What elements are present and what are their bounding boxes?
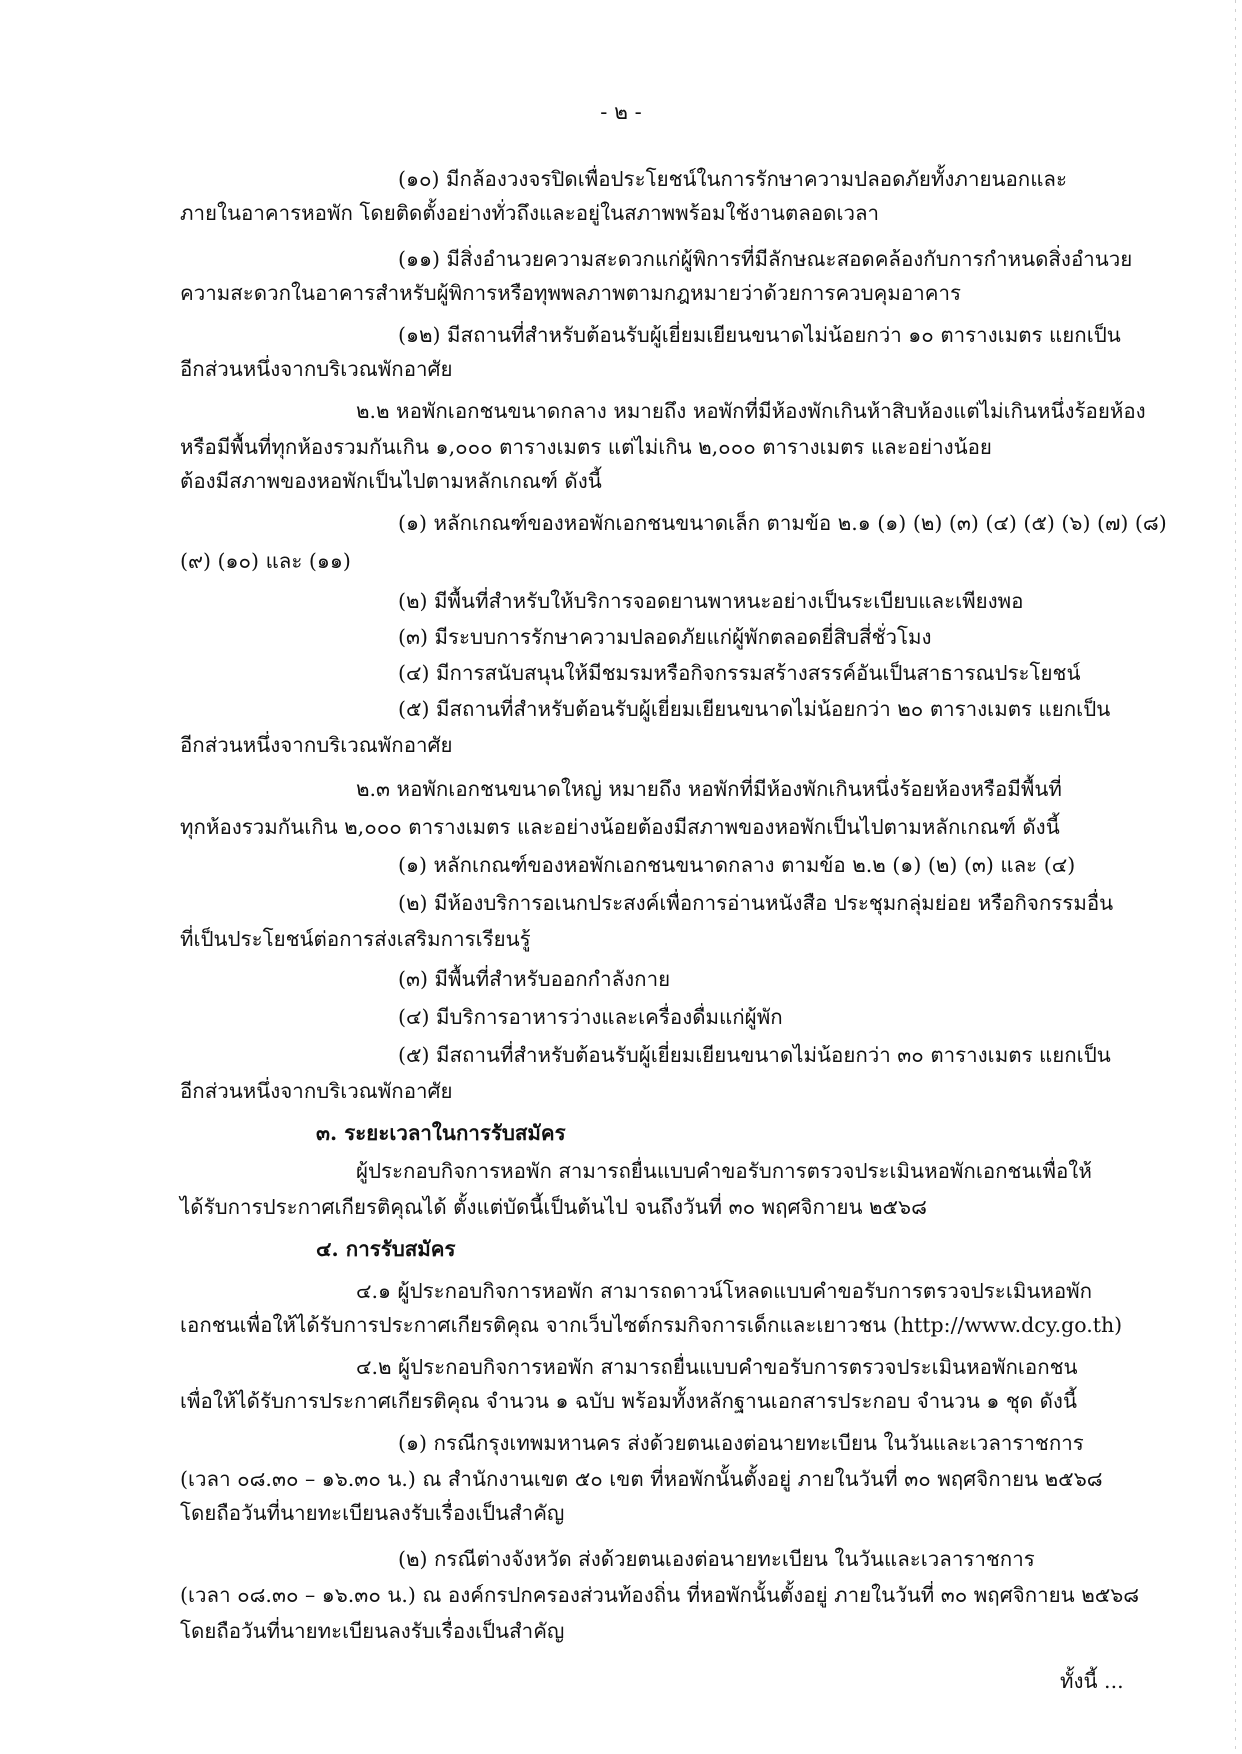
body-line: ผู้ประกอบกิจการหอพัก สามารถยื่นแบบคำขอรับการตรวจประเมินหอพักเอกชนเพื่อให้	[356, 1159, 1092, 1183]
body-line: ความสะดวกในอาคารสำหรับผู้พิการหรือทุพพลภาพตามกฎหมายว่าด้วยการควบคุมอาคาร	[180, 281, 961, 305]
body-line: อีกส่วนหนึ่งจากบริเวณพักอาศัย	[180, 357, 453, 381]
body-line: (๑๑) มีสิ่งอำนวยความสะดวกแก่ผู้พิการที่มีลักษณะสอดคล้องกับการกำหนดสิ่งอำนวย	[398, 247, 1133, 271]
body-line: (๑) หลักเกณฑ์ของหอพักเอกชนขนาดกลาง ตามข้อ ๒.๒ (๑) (๒) (๓) และ (๔)	[398, 853, 1076, 877]
page-number: - ๒ -	[600, 100, 642, 124]
body-line: (๒) กรณีต่างจังหวัด ส่งด้วยตนเองต่อนายทะเบียน ในวันและเวลาราชการ	[398, 1547, 1035, 1571]
body-line: (๕) มีสถานที่สำหรับต้อนรับผู้เยี่ยมเยียนขนาดไม่น้อยกว่า ๒๐ ตารางเมตร แยกเป็น	[398, 697, 1111, 721]
body-line: (เวลา ๐๘.๓๐ – ๑๖.๓๐ น.) ณ สำนักงานเขต ๕๐ เขต ที่หอพักนั้นตั้งอยู่ ภายในวันที่ ๓๐ พฤศจิกายน ๒๕๖๘	[180, 1467, 1103, 1491]
body-line: อีกส่วนหนึ่งจากบริเวณพักอาศัย	[180, 733, 453, 757]
scan-edge	[1235, 0, 1236, 1754]
body-line: (๔) มีการสนับสนุนให้มีชมรมหรือกิจกรรมสร้างสรรค์อันเป็นสาธารณประโยชน์	[398, 661, 1081, 685]
body-line: ทุกห้องรวมกันเกิน ๒,๐๐๐ ตารางเมตร และอย่างน้อยต้องมีสภาพของหอพักเป็นไปตามหลักเกณฑ์ ดังนี้	[180, 815, 1060, 839]
body-line: โดยถือวันที่นายทะเบียนลงรับเรื่องเป็นสำคัญ	[180, 1501, 565, 1525]
continuation-marker: ทั้งนี้ ...	[1060, 1669, 1124, 1693]
body-line: ๒.๓ หอพักเอกชนขนาดใหญ่ หมายถึง หอพักที่มีห้องพักเกินหนึ่งร้อยห้องหรือมีพื้นที่	[356, 777, 1062, 801]
body-line: (๕) มีสถานที่สำหรับต้อนรับผู้เยี่ยมเยียนขนาดไม่น้อยกว่า ๓๐ ตารางเมตร แยกเป็น	[398, 1043, 1111, 1067]
section-heading: ๔. การรับสมัคร	[316, 1237, 456, 1261]
body-line: (๙) (๑๐) และ (๑๑)	[180, 549, 351, 573]
body-line: อีกส่วนหนึ่งจากบริเวณพักอาศัย	[180, 1079, 453, 1103]
body-line: (๑) กรณีกรุงเทพมหานคร ส่งด้วยตนเองต่อนายทะเบียน ในวันและเวลาราชการ	[398, 1431, 1084, 1455]
body-line: ๔.๒ ผู้ประกอบกิจการหอพัก สามารถยื่นแบบคำขอรับการตรวจประเมินหอพักเอกชน	[356, 1355, 1078, 1379]
body-line: เอกชนเพื่อให้ได้รับการประกาศเกียรติคุณ จากเว็บไซต์กรมกิจการเด็กและเยาวชน (http://www.dcy.go.th)	[180, 1313, 1123, 1337]
body-line: หรือมีพื้นที่ทุกห้องรวมกันเกิน ๑,๐๐๐ ตารางเมตร แต่ไม่เกิน ๒,๐๐๐ ตารางเมตร และอย่างน้อย	[180, 435, 992, 459]
body-line: (๒) มีห้องบริการอเนกประสงค์เพื่อการอ่านหนังสือ ประชุมกลุ่มย่อย หรือกิจกรรมอื่น	[398, 891, 1114, 915]
section-heading: ๓. ระยะเวลาในการรับสมัคร	[316, 1121, 566, 1145]
body-line: ที่เป็นประโยชน์ต่อการส่งเสริมการเรียนรู้	[180, 927, 531, 951]
body-line: (๒) มีพื้นที่สำหรับให้บริการจอดยานพาหนะอย่างเป็นระเบียบและเพียงพอ	[398, 589, 1024, 613]
body-line: ๔.๑ ผู้ประกอบกิจการหอพัก สามารถดาวน์โหลดแบบคำขอรับการตรวจประเมินหอพัก	[356, 1279, 1093, 1303]
body-line: (๑๐) มีกล้องวงจรปิดเพื่อประโยชน์ในการรักษาความปลอดภัยทั้งภายนอกและ	[398, 167, 1067, 191]
body-line: (๑๒) มีสถานที่สำหรับต้อนรับผู้เยี่ยมเยียนขนาดไม่น้อยกว่า ๑๐ ตารางเมตร แยกเป็น	[398, 323, 1121, 347]
body-line: (๑) หลักเกณฑ์ของหอพักเอกชนขนาดเล็ก ตามข้อ ๒.๑ (๑) (๒) (๓) (๔) (๕) (๖) (๗) (๘)	[398, 511, 1167, 535]
body-line: (๔) มีบริการอาหารว่างและเครื่องดื่มแก่ผู้พัก	[398, 1005, 783, 1029]
body-line: ต้องมีสภาพของหอพักเป็นไปตามหลักเกณฑ์ ดังนี้	[180, 469, 602, 493]
body-line: (๓) มีระบบการรักษาความปลอดภัยแก่ผู้พักตลอดยี่สิบสี่ชั่วโมง	[398, 625, 932, 649]
body-line: ภายในอาคารหอพัก โดยติดตั้งอย่างทั่วถึงและอยู่ในสภาพพร้อมใช้งานตลอดเวลา	[180, 201, 880, 225]
body-line: ได้รับการประกาศเกียรติคุณได้ ตั้งแต่บัดนี้เป็นต้นไป จนถึงวันที่ ๓๐ พฤศจิกายน ๒๕๖๘	[180, 1195, 927, 1219]
body-line: (๓) มีพื้นที่สำหรับออกกำลังกาย	[398, 967, 671, 991]
body-line: ๒.๒ หอพักเอกชนขนาดกลาง หมายถึง หอพักที่มีห้องพักเกินห้าสิบห้องแต่ไม่เกินหนึ่งร้อยห้อง	[356, 399, 1146, 423]
body-line: (เวลา ๐๘.๓๐ – ๑๖.๓๐ น.) ณ องค์กรปกครองส่วนท้องถิ่น ที่หอพักนั้นตั้งอยู่ ภายในวันที่ ๓๐ พฤศจิกายน ๒๕๖๘	[180, 1583, 1140, 1607]
body-line: เพื่อให้ได้รับการประกาศเกียรติคุณ จำนวน ๑ ฉบับ พร้อมทั้งหลักฐานเอกสารประกอบ จำนวน ๑ ชุด ดังนี้	[180, 1389, 1077, 1413]
body-line: โดยถือวันที่นายทะเบียนลงรับเรื่องเป็นสำคัญ	[180, 1619, 565, 1643]
